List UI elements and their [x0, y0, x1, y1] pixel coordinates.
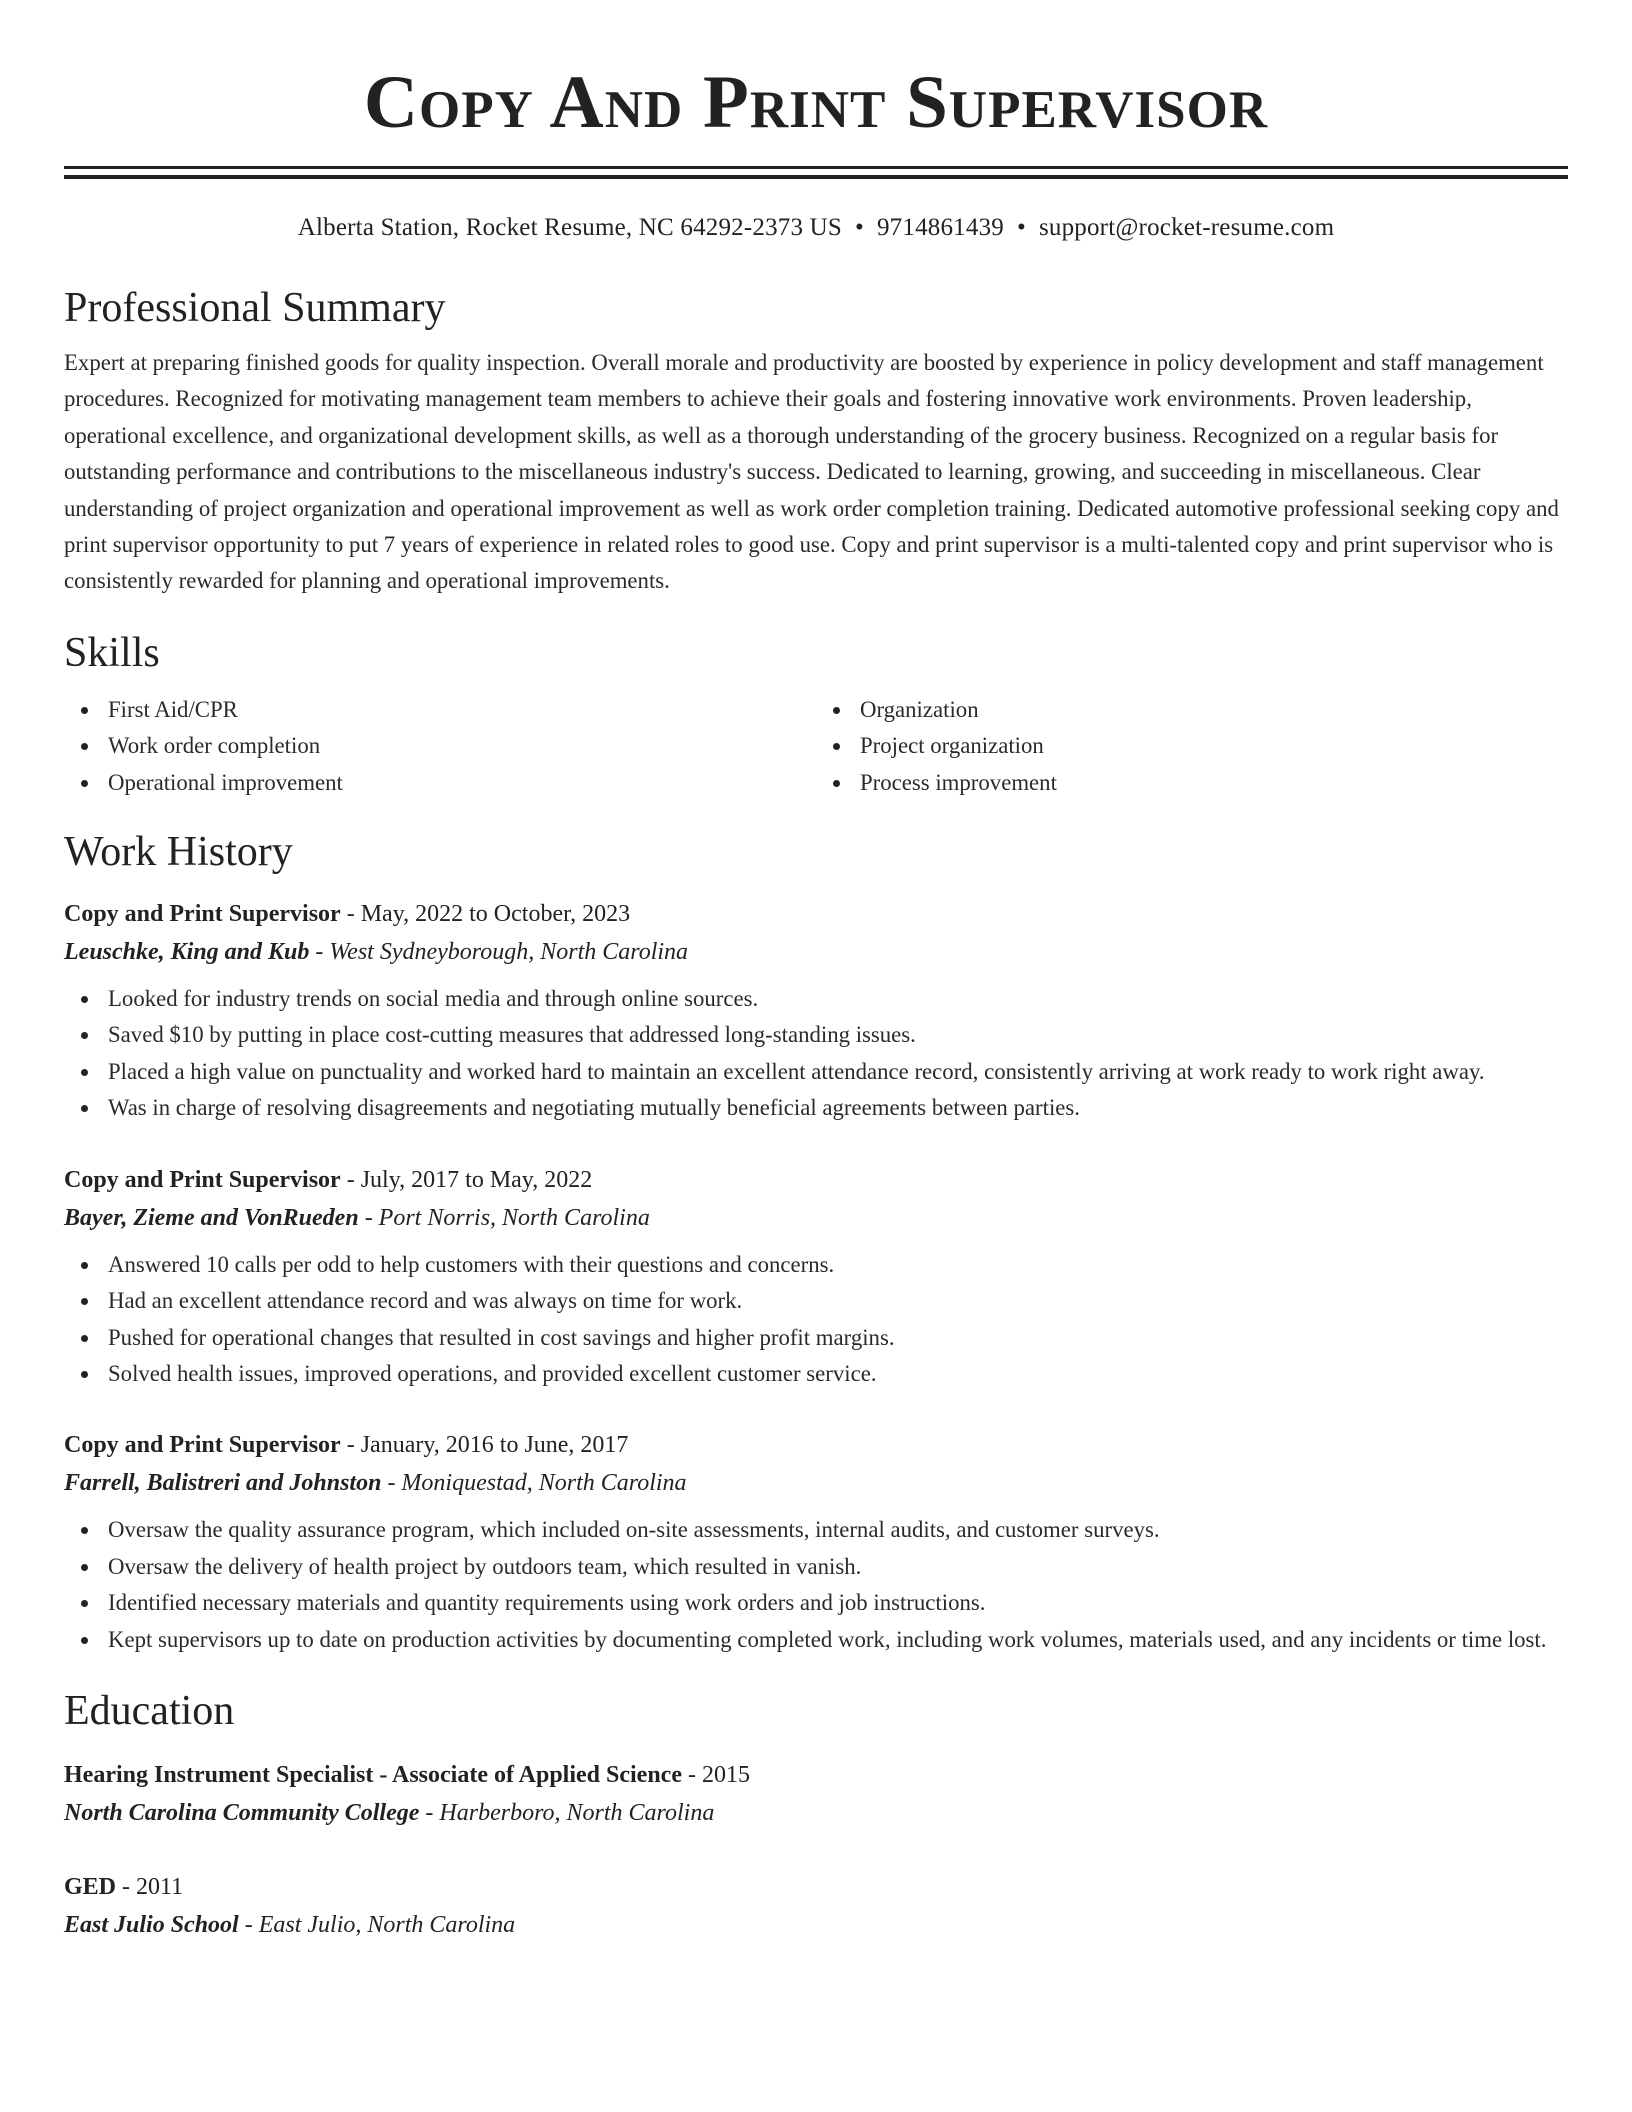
job-dates: - May, 2022 to October, 2023	[340, 901, 631, 928]
header-rule-thin	[64, 166, 1568, 169]
job-role: Copy and Print Supervisor	[64, 1432, 341, 1459]
job-company: Bayer, Zieme and VonRueden	[64, 1204, 359, 1231]
education-degree: GED	[64, 1873, 117, 1900]
skills-heading: Skills	[64, 629, 160, 676]
education-year: - 2011	[116, 1873, 184, 1900]
education-entry	[64, 1756, 1568, 1832]
contact-address: Alberta Station, Rocket Resume, NC 64292-2373 US	[297, 214, 843, 241]
contact-phone: 9714861439	[876, 214, 1004, 241]
job-company-line	[64, 933, 1568, 971]
job-dates: - January, 2016 to June, 2017	[340, 1432, 629, 1459]
job-title-line	[64, 1426, 1568, 1464]
job-company-line	[64, 1464, 1568, 1502]
contact-email: support@rocket-resume.com	[1038, 214, 1335, 241]
skill-item: Process improvement	[816, 765, 1568, 801]
summary-text: Expert at preparing finished goods for quality inspection. Overall morale and productivity are boosted by experience in policy development and staff management procedures. Recognized for motivating management team members to achieve their goals and fostering innovative work environments. Proven leadership, operational excellence, and organizational development skills, as well as a thorough understanding of the grocery business. Recognized on a regular basis for outstanding performance and contributions to the miscellaneous industry's success. Dedicated to learning, growing, and succeeding in miscellaneous. Clear understanding of project organization and operational improvement as well as work order completion training. Dedicated automotive professional seeking copy and print supervisor opportunity to put 7 years of experience in related roles to good use. Copy and print supervisor is a multi-talented copy and print supervisor who is consistently rewarded for planning and operational improvements.	[64, 350, 1559, 594]
job-duty: Solved health issues, improved operations, and provided excellent customer service.	[64, 1356, 1568, 1392]
job-duty: Had an excellent attendance record and was always on time for work.	[64, 1283, 1568, 1319]
skill-item: Work order completion	[64, 728, 816, 764]
education-location: - Harberboro, North Carolina	[419, 1799, 715, 1826]
job-duty: Saved $10 by putting in place cost-cutting measures that addressed long-standing issues.	[64, 1017, 1568, 1053]
job-duty: Oversaw the delivery of health project by outdoors team, which resulted in vanish.	[64, 1549, 1568, 1585]
education-school: North Carolina Community College	[64, 1799, 420, 1826]
resume-name: Copy And Print Supervisor	[363, 61, 1269, 144]
job-dates: - July, 2017 to May, 2022	[340, 1166, 593, 1193]
education-school-line	[64, 1906, 1568, 1944]
education-degree: Hearing Instrument Specialist - Associate of Applied Science	[64, 1761, 682, 1788]
skill-item: Operational improvement	[64, 765, 816, 801]
job-location: - Port Norris, North Carolina	[358, 1204, 650, 1231]
education-school: East Julio School	[64, 1911, 239, 1938]
job-title-line	[64, 1161, 1568, 1199]
job-duty: Was in charge of resolving disagreements and negotiating mutually beneficial agreements between parties.	[64, 1090, 1568, 1126]
education-school-line	[64, 1794, 1568, 1832]
job-company: Farrell, Balistreri and Johnston	[64, 1470, 382, 1497]
skills-list	[64, 692, 1568, 801]
job-duty: Answered 10 calls per odd to help customers with their questions and concerns.	[64, 1247, 1568, 1283]
header-rule-thick	[64, 175, 1568, 179]
job-company: Leuschke, King and Kub	[64, 939, 310, 966]
job-location: - Moniquestad, North Carolina	[381, 1470, 687, 1497]
work-history-heading: Work History	[64, 829, 293, 876]
job-duty: Oversaw the quality assurance program, which included on-site assessments, internal audits, and customer surveys.	[64, 1512, 1568, 1548]
job-location: - West Sydneyborough, North Carolina	[309, 939, 689, 966]
education-heading: Education	[64, 1687, 235, 1734]
job-duty: Pushed for operational changes that resulted in cost savings and higher profit margins.	[64, 1320, 1568, 1356]
education-degree-line	[64, 1868, 1568, 1906]
job-duty: Kept supervisors up to date on production activities by documenting completed work, including work volumes, materials used, and any incidents or time lost.	[64, 1622, 1568, 1658]
skill-item: First Aid/CPR	[64, 692, 816, 728]
education-location: - East Julio, North Carolina	[238, 1911, 516, 1938]
job-duties	[64, 1247, 1568, 1393]
job-role: Copy and Print Supervisor	[64, 901, 341, 928]
job-entry	[64, 1161, 1568, 1393]
skills-column-right	[816, 692, 1568, 801]
job-role: Copy and Print Supervisor	[64, 1166, 341, 1193]
job-duty: Looked for industry trends on social media and through online sources.	[64, 981, 1568, 1017]
job-entry	[64, 1426, 1568, 1658]
skill-item: Project organization	[816, 728, 1568, 764]
job-duties	[64, 1512, 1568, 1658]
contact-line	[64, 211, 1568, 245]
skill-item: Organization	[816, 692, 1568, 728]
education-degree-line	[64, 1756, 1568, 1794]
job-duty: Placed a high value on punctuality and worked hard to maintain an excellent attendance record, consistently arriving at work ready to work right away.	[64, 1054, 1568, 1090]
skills-column-left	[64, 692, 816, 801]
summary-heading: Professional Summary	[64, 285, 446, 331]
education-entry	[64, 1868, 1568, 1944]
job-duty: Identified necessary materials and quantity requirements using work orders and job instructions.	[64, 1585, 1568, 1621]
contact-separator: •	[1016, 214, 1026, 241]
job-title-line	[64, 895, 1568, 933]
contact-separator: •	[855, 214, 864, 241]
job-company-line	[64, 1199, 1568, 1237]
job-entry	[64, 895, 1568, 1127]
education-year: - 2015	[681, 1761, 750, 1788]
job-duties	[64, 981, 1568, 1127]
